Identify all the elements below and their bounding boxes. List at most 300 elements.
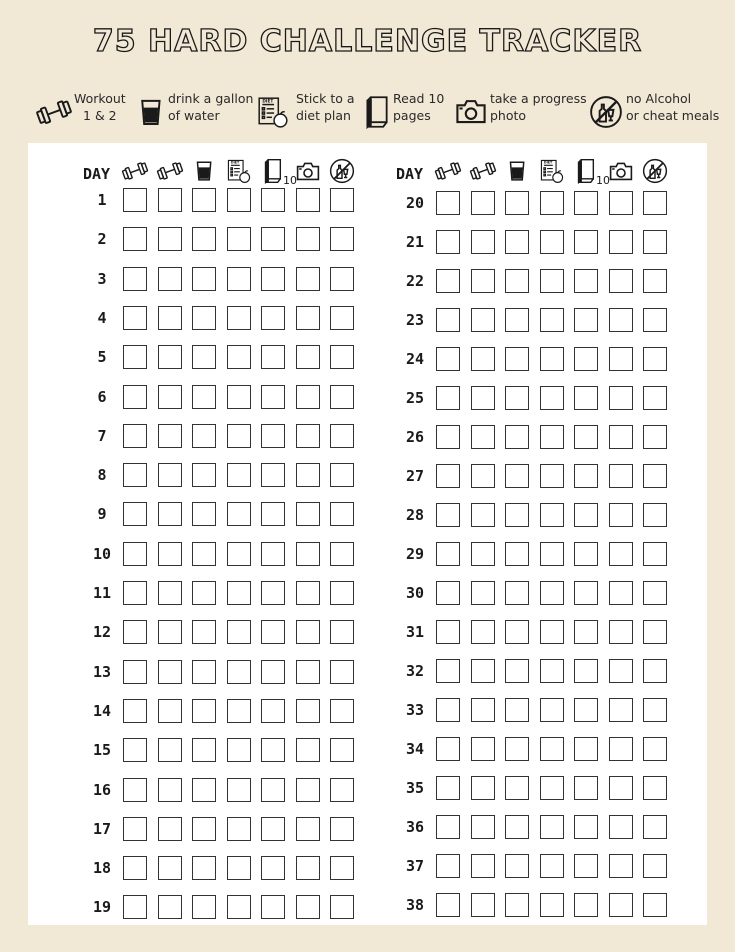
checkbox[interactable] xyxy=(296,620,320,644)
checkbox[interactable] xyxy=(296,542,320,566)
checkbox[interactable] xyxy=(436,542,460,566)
checkbox[interactable] xyxy=(261,306,285,330)
checkbox[interactable] xyxy=(436,230,460,254)
checkbox[interactable] xyxy=(574,425,598,449)
checkbox[interactable] xyxy=(296,699,320,723)
checkbox[interactable] xyxy=(261,620,285,644)
checkbox[interactable] xyxy=(192,620,216,644)
checkbox[interactable] xyxy=(609,737,633,761)
checkbox[interactable] xyxy=(574,854,598,878)
checkbox[interactable] xyxy=(471,269,495,293)
checkbox[interactable] xyxy=(227,267,251,291)
checkbox[interactable] xyxy=(261,345,285,369)
checkbox[interactable] xyxy=(574,581,598,605)
checkbox[interactable] xyxy=(505,659,529,683)
legend xyxy=(0,90,735,134)
checkbox[interactable] xyxy=(192,306,216,330)
checkbox[interactable] xyxy=(609,698,633,722)
checkbox[interactable] xyxy=(261,856,285,880)
checkbox[interactable] xyxy=(436,191,460,215)
checkbox[interactable] xyxy=(123,660,147,684)
checkbox[interactable] xyxy=(643,542,667,566)
day-number: 4 xyxy=(97,308,107,327)
checkbox[interactable] xyxy=(261,463,285,487)
checkbox[interactable] xyxy=(540,269,564,293)
checkbox[interactable] xyxy=(227,227,251,251)
checkbox[interactable] xyxy=(505,230,529,254)
checkbox[interactable] xyxy=(436,308,460,332)
checkbox[interactable] xyxy=(436,659,460,683)
checkbox[interactable] xyxy=(192,188,216,212)
checkbox[interactable] xyxy=(192,660,216,684)
checkbox[interactable] xyxy=(296,738,320,762)
checkbox[interactable] xyxy=(192,895,216,919)
checkbox[interactable] xyxy=(436,464,460,488)
checkbox[interactable] xyxy=(227,385,251,409)
checkbox[interactable] xyxy=(192,778,216,802)
checkbox[interactable] xyxy=(540,737,564,761)
checkbox[interactable] xyxy=(574,893,598,917)
checkbox[interactable] xyxy=(505,698,529,722)
checkbox[interactable] xyxy=(123,895,147,919)
checkbox[interactable] xyxy=(192,738,216,762)
checkbox[interactable] xyxy=(574,347,598,371)
checkbox[interactable] xyxy=(436,737,460,761)
legend-label: Workout 1 & 2 xyxy=(74,91,126,123)
checkbox[interactable] xyxy=(643,737,667,761)
checkbox[interactable] xyxy=(609,581,633,605)
dumbbell-icon xyxy=(156,157,184,185)
checkbox[interactable] xyxy=(123,542,147,566)
checkbox[interactable] xyxy=(505,503,529,527)
checkbox[interactable] xyxy=(609,659,633,683)
checkbox[interactable] xyxy=(330,385,354,409)
checkbox[interactable] xyxy=(643,581,667,605)
checkbox[interactable] xyxy=(540,776,564,800)
checkbox[interactable] xyxy=(471,308,495,332)
checkbox[interactable] xyxy=(540,503,564,527)
checkbox[interactable] xyxy=(540,308,564,332)
checkbox[interactable] xyxy=(643,854,667,878)
checkbox[interactable] xyxy=(505,386,529,410)
checkbox[interactable] xyxy=(643,308,667,332)
checkbox[interactable] xyxy=(158,620,182,644)
checkbox[interactable] xyxy=(436,893,460,917)
checkbox[interactable] xyxy=(330,778,354,802)
tracker-sheet xyxy=(28,143,707,925)
checkbox[interactable] xyxy=(261,385,285,409)
legend-label: no Alcohol or cheat meals xyxy=(626,91,720,123)
checkbox[interactable] xyxy=(227,778,251,802)
checkbox[interactable] xyxy=(158,895,182,919)
checkbox[interactable] xyxy=(296,188,320,212)
checkbox[interactable] xyxy=(609,503,633,527)
day-number: 7 xyxy=(97,426,107,445)
dumbbell-icon xyxy=(434,157,462,185)
checkbox[interactable] xyxy=(261,778,285,802)
checkbox[interactable] xyxy=(330,306,354,330)
checkbox[interactable] xyxy=(123,856,147,880)
checkbox[interactable] xyxy=(261,188,285,212)
checkbox[interactable] xyxy=(261,895,285,919)
checkbox[interactable] xyxy=(123,738,147,762)
checkbox[interactable] xyxy=(330,895,354,919)
checkbox[interactable] xyxy=(330,660,354,684)
checkbox[interactable] xyxy=(540,191,564,215)
checkbox[interactable] xyxy=(227,424,251,448)
checkbox[interactable] xyxy=(540,581,564,605)
svg-text:DIET: DIET xyxy=(230,160,239,165)
checkbox[interactable] xyxy=(227,345,251,369)
checkbox[interactable] xyxy=(227,620,251,644)
checkbox[interactable] xyxy=(227,660,251,684)
day-number: 30 xyxy=(405,584,425,602)
checkbox[interactable] xyxy=(296,345,320,369)
checkbox[interactable] xyxy=(643,620,667,644)
checkbox[interactable] xyxy=(471,347,495,371)
checkbox[interactable] xyxy=(330,699,354,723)
checkbox[interactable] xyxy=(123,581,147,605)
checkbox[interactable] xyxy=(471,464,495,488)
checkbox[interactable] xyxy=(471,581,495,605)
checkbox[interactable] xyxy=(540,386,564,410)
day-number: 10 xyxy=(92,544,112,563)
checkbox[interactable] xyxy=(158,424,182,448)
checkbox[interactable] xyxy=(574,659,598,683)
checkbox[interactable] xyxy=(436,269,460,293)
checkbox[interactable] xyxy=(330,581,354,605)
checkbox[interactable] xyxy=(192,345,216,369)
checkbox[interactable] xyxy=(540,620,564,644)
checkbox[interactable] xyxy=(227,895,251,919)
checkbox[interactable] xyxy=(261,502,285,526)
day-number: 32 xyxy=(405,662,425,680)
checkbox[interactable] xyxy=(192,385,216,409)
checkbox[interactable] xyxy=(609,620,633,644)
checkbox[interactable] xyxy=(330,227,354,251)
checkbox[interactable] xyxy=(192,817,216,841)
checkbox[interactable] xyxy=(436,620,460,644)
checkbox[interactable] xyxy=(505,308,529,332)
checkbox[interactable] xyxy=(123,267,147,291)
checkbox[interactable] xyxy=(574,698,598,722)
checkbox[interactable] xyxy=(574,230,598,254)
day-number: 33 xyxy=(405,701,425,719)
day-number: 1 xyxy=(97,191,107,209)
checkbox[interactable] xyxy=(123,620,147,644)
checkbox[interactable] xyxy=(540,542,564,566)
checkbox[interactable] xyxy=(123,463,147,487)
day-number: 18 xyxy=(92,859,112,878)
checkbox[interactable] xyxy=(505,542,529,566)
checkbox[interactable] xyxy=(505,347,529,371)
checkbox[interactable] xyxy=(471,776,495,800)
checkbox[interactable] xyxy=(158,502,182,526)
checkbox[interactable] xyxy=(471,815,495,839)
checkbox[interactable] xyxy=(436,776,460,800)
checkbox[interactable] xyxy=(158,856,182,880)
checkbox[interactable] xyxy=(296,502,320,526)
checkbox[interactable] xyxy=(609,191,633,215)
checkbox[interactable] xyxy=(158,345,182,369)
checkbox[interactable] xyxy=(436,425,460,449)
checkbox[interactable] xyxy=(123,306,147,330)
checkbox[interactable] xyxy=(158,463,182,487)
checkbox[interactable] xyxy=(643,464,667,488)
day-number: 27 xyxy=(405,467,425,485)
checkbox[interactable] xyxy=(505,854,529,878)
checkbox[interactable] xyxy=(158,385,182,409)
checkbox[interactable] xyxy=(192,542,216,566)
checkbox[interactable] xyxy=(436,581,460,605)
book-pages-label: 10 xyxy=(596,174,610,187)
checkbox[interactable] xyxy=(471,854,495,878)
checkbox[interactable] xyxy=(296,856,320,880)
checkbox[interactable] xyxy=(227,306,251,330)
day-number: 14 xyxy=(92,701,112,720)
checkbox[interactable] xyxy=(227,188,251,212)
checkbox[interactable] xyxy=(330,463,354,487)
day-number: 21 xyxy=(405,233,425,251)
checkbox[interactable] xyxy=(158,306,182,330)
checkbox[interactable] xyxy=(609,230,633,254)
checkbox[interactable] xyxy=(574,776,598,800)
checkbox[interactable] xyxy=(609,815,633,839)
day-number: 25 xyxy=(405,389,425,407)
checkbox[interactable] xyxy=(330,188,354,212)
checkbox[interactable] xyxy=(330,856,354,880)
checkbox[interactable] xyxy=(471,425,495,449)
checkbox[interactable] xyxy=(471,659,495,683)
checkbox[interactable] xyxy=(330,267,354,291)
checkbox[interactable] xyxy=(296,778,320,802)
checkbox[interactable] xyxy=(227,699,251,723)
checkbox[interactable] xyxy=(643,191,667,215)
dumbbell-icon xyxy=(34,94,74,130)
day-number: 17 xyxy=(92,819,112,838)
svg-text:DIET: DIET xyxy=(543,160,552,165)
checkbox[interactable] xyxy=(609,425,633,449)
checkbox[interactable] xyxy=(158,778,182,802)
checkbox[interactable] xyxy=(296,424,320,448)
checkbox[interactable] xyxy=(330,817,354,841)
checkbox[interactable] xyxy=(296,267,320,291)
checkbox[interactable] xyxy=(158,581,182,605)
checkbox[interactable] xyxy=(505,581,529,605)
checkbox[interactable] xyxy=(540,893,564,917)
checkbox[interactable] xyxy=(505,893,529,917)
checkbox[interactable] xyxy=(574,620,598,644)
checkbox[interactable] xyxy=(505,191,529,215)
checkbox[interactable] xyxy=(261,227,285,251)
checkbox[interactable] xyxy=(471,230,495,254)
day-number: 15 xyxy=(92,741,112,760)
checkbox[interactable] xyxy=(227,856,251,880)
checkbox[interactable] xyxy=(158,738,182,762)
checkbox[interactable] xyxy=(123,424,147,448)
checkbox[interactable] xyxy=(540,464,564,488)
day-number: 37 xyxy=(405,857,425,875)
checkbox[interactable] xyxy=(471,542,495,566)
checkbox[interactable] xyxy=(540,425,564,449)
checkbox[interactable] xyxy=(609,776,633,800)
checkbox[interactable] xyxy=(643,698,667,722)
checkbox[interactable] xyxy=(609,893,633,917)
checkbox[interactable] xyxy=(192,227,216,251)
checkbox[interactable] xyxy=(540,347,564,371)
checkbox[interactable] xyxy=(643,425,667,449)
checkbox[interactable] xyxy=(643,503,667,527)
checkbox[interactable] xyxy=(158,267,182,291)
day-number: 8 xyxy=(97,466,107,485)
checkbox[interactable] xyxy=(574,503,598,527)
checkbox[interactable] xyxy=(471,386,495,410)
checkbox[interactable] xyxy=(643,893,667,917)
checkbox[interactable] xyxy=(574,815,598,839)
checkbox[interactable] xyxy=(643,230,667,254)
day-number: 24 xyxy=(405,350,425,368)
checkbox[interactable] xyxy=(227,502,251,526)
checkbox[interactable] xyxy=(123,778,147,802)
checkbox[interactable] xyxy=(643,815,667,839)
checkbox[interactable] xyxy=(574,269,598,293)
checkbox[interactable] xyxy=(643,776,667,800)
checkbox[interactable] xyxy=(471,503,495,527)
checkbox[interactable] xyxy=(158,188,182,212)
checkbox[interactable] xyxy=(296,306,320,330)
checkbox[interactable] xyxy=(192,699,216,723)
checkbox[interactable] xyxy=(192,267,216,291)
checkbox[interactable] xyxy=(643,269,667,293)
checkbox[interactable] xyxy=(330,345,354,369)
checkbox[interactable] xyxy=(436,503,460,527)
checkbox[interactable] xyxy=(123,699,147,723)
checkbox[interactable] xyxy=(261,660,285,684)
checkbox[interactable] xyxy=(436,854,460,878)
checkbox[interactable] xyxy=(609,542,633,566)
checkbox[interactable] xyxy=(261,542,285,566)
checkbox[interactable] xyxy=(192,856,216,880)
checkbox[interactable] xyxy=(505,815,529,839)
checkbox[interactable] xyxy=(540,659,564,683)
checkbox[interactable] xyxy=(261,738,285,762)
checkbox[interactable] xyxy=(609,854,633,878)
checkbox[interactable] xyxy=(330,424,354,448)
checkbox[interactable] xyxy=(330,502,354,526)
no-alcohol-icon xyxy=(641,157,669,185)
day-number: 19 xyxy=(92,898,112,917)
checkbox[interactable] xyxy=(574,737,598,761)
checkbox[interactable] xyxy=(574,191,598,215)
checkbox[interactable] xyxy=(261,267,285,291)
checkbox[interactable] xyxy=(192,463,216,487)
checkbox[interactable] xyxy=(540,230,564,254)
checkbox[interactable] xyxy=(471,191,495,215)
checkbox[interactable] xyxy=(574,308,598,332)
checkbox[interactable] xyxy=(330,738,354,762)
checkbox[interactable] xyxy=(643,659,667,683)
day-column-header: DAY xyxy=(396,165,424,183)
checkbox[interactable] xyxy=(158,227,182,251)
checkbox[interactable] xyxy=(609,308,633,332)
checkbox[interactable] xyxy=(609,269,633,293)
checkbox[interactable] xyxy=(436,815,460,839)
checkbox[interactable] xyxy=(330,542,354,566)
checkbox[interactable] xyxy=(123,817,147,841)
checkbox[interactable] xyxy=(227,817,251,841)
checkbox[interactable] xyxy=(643,347,667,371)
checkbox[interactable] xyxy=(123,502,147,526)
checkbox[interactable] xyxy=(227,542,251,566)
checkbox[interactable] xyxy=(261,817,285,841)
checkbox[interactable] xyxy=(505,737,529,761)
checkbox[interactable] xyxy=(436,386,460,410)
checkbox[interactable] xyxy=(123,188,147,212)
checkbox[interactable] xyxy=(158,660,182,684)
checkbox[interactable] xyxy=(261,581,285,605)
legend-label: drink a gallon of water xyxy=(168,91,254,123)
checkbox[interactable] xyxy=(158,542,182,566)
checkbox[interactable] xyxy=(123,385,147,409)
checkbox[interactable] xyxy=(574,542,598,566)
checkbox[interactable] xyxy=(227,463,251,487)
checkbox[interactable] xyxy=(609,464,633,488)
checkbox[interactable] xyxy=(574,464,598,488)
checkbox[interactable] xyxy=(505,269,529,293)
checkbox[interactable] xyxy=(296,227,320,251)
checkbox[interactable] xyxy=(261,699,285,723)
checkbox[interactable] xyxy=(330,620,354,644)
checkbox[interactable] xyxy=(296,817,320,841)
checkbox[interactable] xyxy=(540,815,564,839)
checkbox[interactable] xyxy=(471,737,495,761)
checkbox[interactable] xyxy=(505,425,529,449)
checkbox[interactable] xyxy=(227,581,251,605)
day-number: 26 xyxy=(405,428,425,446)
checkbox[interactable] xyxy=(471,893,495,917)
checkbox[interactable] xyxy=(123,345,147,369)
checkbox[interactable] xyxy=(540,854,564,878)
checkbox[interactable] xyxy=(505,620,529,644)
checkbox[interactable] xyxy=(192,581,216,605)
checkbox[interactable] xyxy=(296,385,320,409)
checkbox[interactable] xyxy=(158,817,182,841)
checkbox[interactable] xyxy=(643,386,667,410)
checkbox[interactable] xyxy=(574,386,598,410)
checkbox[interactable] xyxy=(609,386,633,410)
dumbbell-icon xyxy=(121,157,149,185)
checkbox[interactable] xyxy=(227,738,251,762)
checkbox[interactable] xyxy=(609,347,633,371)
checkbox[interactable] xyxy=(540,698,564,722)
checkbox[interactable] xyxy=(436,698,460,722)
checkbox[interactable] xyxy=(158,699,182,723)
day-number: 3 xyxy=(97,269,107,288)
checkbox[interactable] xyxy=(296,463,320,487)
checkbox[interactable] xyxy=(505,464,529,488)
checkbox[interactable] xyxy=(296,581,320,605)
checkbox[interactable] xyxy=(471,698,495,722)
checkbox[interactable] xyxy=(261,424,285,448)
checkbox[interactable] xyxy=(296,660,320,684)
checkbox[interactable] xyxy=(505,776,529,800)
checkbox[interactable] xyxy=(123,227,147,251)
checkbox[interactable] xyxy=(436,347,460,371)
checkbox[interactable] xyxy=(296,895,320,919)
checkbox[interactable] xyxy=(471,620,495,644)
checkbox[interactable] xyxy=(192,424,216,448)
checkbox[interactable] xyxy=(192,502,216,526)
